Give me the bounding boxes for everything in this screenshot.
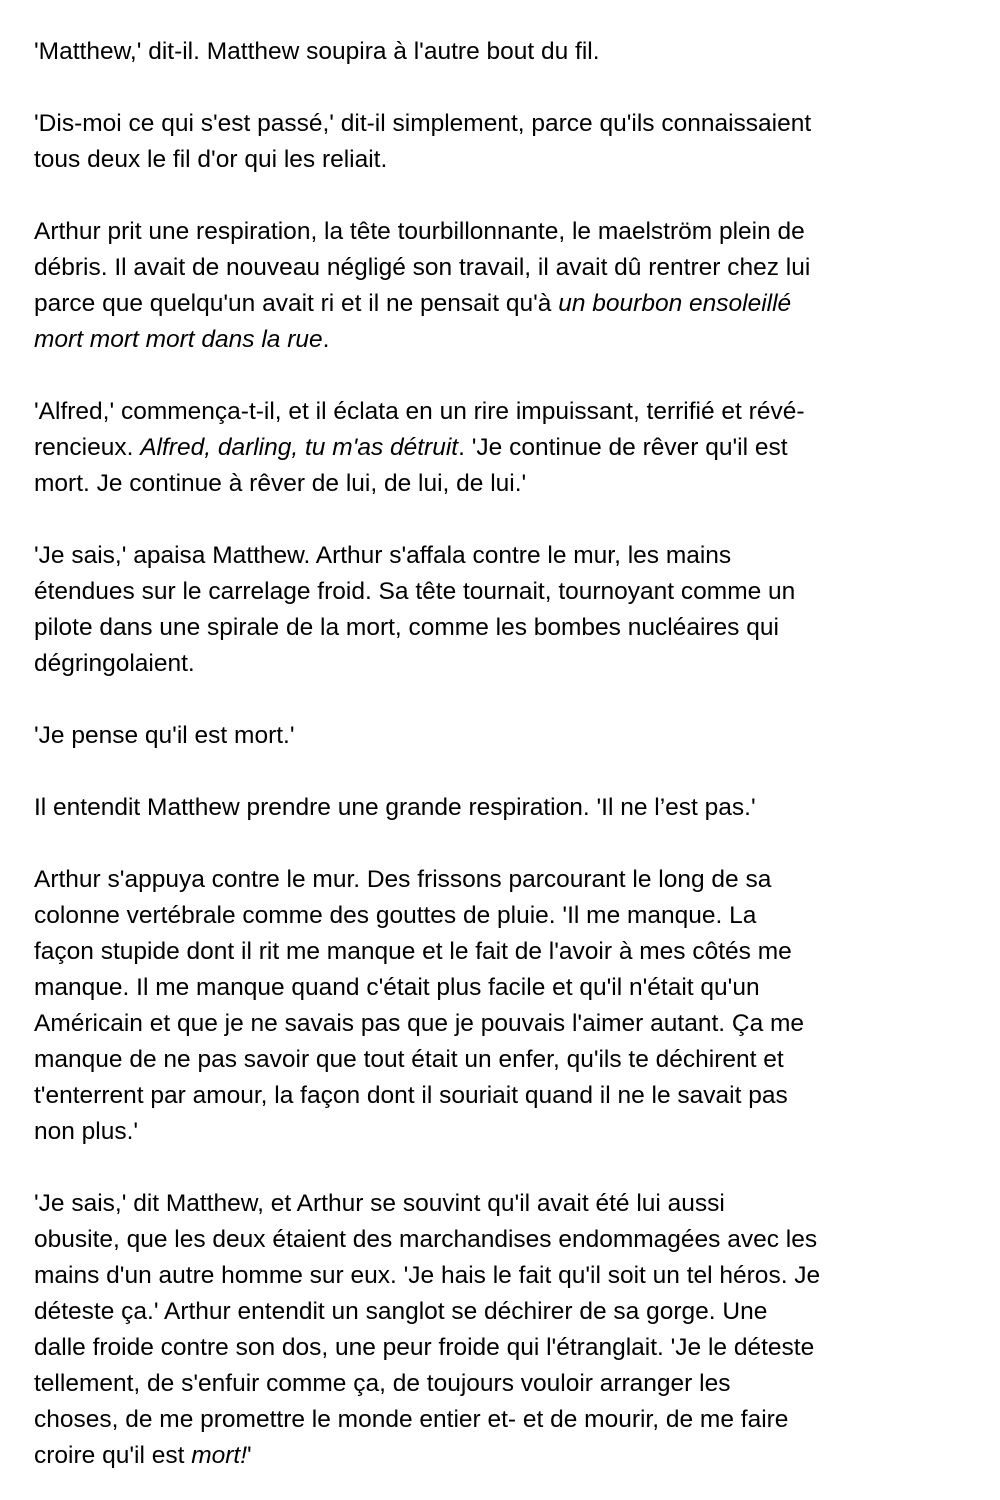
text-segment: ' — [247, 1442, 252, 1469]
paragraph — [34, 394, 979, 502]
text-segment: Arthur prit une respiration, la tête tourbillonnante, le maelström plein de — [34, 218, 805, 245]
text-line — [34, 646, 979, 682]
text-line — [34, 1294, 979, 1330]
text-line — [34, 1222, 979, 1258]
text-line — [34, 1006, 979, 1042]
text-line — [34, 1114, 979, 1150]
text-segment: colonne vertébrale comme des gouttes de pluie. 'Il me manque. La — [34, 902, 757, 929]
text-line — [34, 250, 979, 286]
text-segment: déteste ça.' Arthur entendit un sanglot se déchirer de sa gorge. Une — [34, 1298, 768, 1325]
text-line — [34, 898, 979, 934]
text-line — [34, 1186, 979, 1222]
text-segment: . — [322, 326, 330, 353]
text-line — [34, 1042, 979, 1078]
text-segment: façon stupide dont il rit me manque et le fait de l'avoir à mes côtés me — [34, 938, 792, 965]
text-line — [34, 106, 979, 142]
paragraph — [34, 538, 979, 682]
text-segment: obusite, que les deux étaient des marchandises endommagées avec les — [34, 1226, 818, 1253]
italic-text-segment: Alfred, darling, tu m'as détruit — [140, 434, 459, 461]
text-segment: 'Alfred,' commença-t-il, et il éclata en un rire impuissant, terrifié et révé- — [34, 398, 805, 425]
document-page — [34, 34, 979, 1474]
text-segment: dégringolaient. — [34, 650, 195, 677]
text-segment: manque. Il me manque quand c'était plus facile et qu'il n'était qu'un — [34, 974, 760, 1001]
text-line — [34, 1330, 979, 1366]
text-line — [34, 1438, 979, 1474]
text-segment: rencieux. — [34, 434, 141, 461]
text-segment: débris. Il avait de nouveau négligé son travail, il avait dû rentrer chez lui — [34, 254, 811, 281]
text-segment: manque de ne pas savoir que tout était un enfer, qu'ils te déchirent et — [34, 1046, 784, 1073]
paragraph — [34, 862, 979, 1150]
text-segment: mort. Je continue à rêver de lui, de lui, de lui.' — [34, 470, 527, 497]
text-line — [34, 538, 979, 574]
text-line — [34, 1258, 979, 1294]
paragraph — [34, 214, 979, 358]
text-segment: t'enterrent par amour, la façon dont il souriait quand il ne le savait pas — [34, 1082, 788, 1109]
text-segment: non plus.' — [34, 1118, 139, 1145]
text-line — [34, 1402, 979, 1438]
text-line — [34, 934, 979, 970]
text-line — [34, 142, 979, 178]
text-line — [34, 322, 979, 358]
text-line — [34, 214, 979, 250]
text-line — [34, 1366, 979, 1402]
text-segment: mains d'un autre homme sur eux. 'Je hais le fait qu'il soit un tel héros. Je — [34, 1262, 821, 1289]
text-segment: étendues sur le carrelage froid. Sa tête tournait, tournoyant comme un — [34, 578, 796, 605]
text-segment: 'Je sais,' dit Matthew, et Arthur se souvint qu'il avait été lui aussi — [34, 1190, 725, 1217]
text-line — [34, 34, 979, 70]
text-segment: pilote dans une spirale de la mort, comme les bombes nucléaires qui — [34, 614, 779, 641]
text-line — [34, 394, 979, 430]
text-segment: croire qu'il est — [34, 1442, 192, 1469]
paragraph — [34, 106, 979, 178]
text-line — [34, 862, 979, 898]
text-segment: 'Matthew,' dit-il. Matthew soupira à l'autre bout du fil. — [34, 38, 600, 65]
paragraph — [34, 790, 979, 826]
text-line — [34, 718, 979, 754]
text-segment: . 'Je continue de rêver qu'il est — [458, 434, 788, 461]
italic-text-segment: mort mort mort dans la rue — [34, 326, 323, 353]
paragraph — [34, 1186, 979, 1474]
text-segment: choses, de me promettre le monde entier et- et de mourir, de me faire — [34, 1406, 789, 1433]
text-line — [34, 970, 979, 1006]
text-segment: 'Je sais,' apaisa Matthew. Arthur s'affala contre le mur, les mains — [34, 542, 732, 569]
text-segment: tous deux le fil d'or qui les reliait. — [34, 146, 388, 173]
text-line — [34, 430, 979, 466]
paragraph — [34, 34, 979, 70]
text-segment: Il entendit Matthew prendre une grande respiration. 'Il ne l’est pas.' — [34, 794, 756, 821]
text-segment: 'Je pense qu'il est mort.' — [34, 722, 295, 749]
text-segment: Arthur s'appuya contre le mur. Des frissons parcourant le long de sa — [34, 866, 772, 893]
italic-text-segment: un bourbon ensoleillé — [558, 290, 792, 317]
text-line — [34, 466, 979, 502]
text-line — [34, 574, 979, 610]
text-line — [34, 286, 979, 322]
paragraph — [34, 718, 979, 754]
text-segment: parce que quelqu'un avait ri et il ne pensait qu'à — [34, 290, 559, 317]
text-line — [34, 790, 979, 826]
text-segment: dalle froide contre son dos, une peur froide qui l'étranglait. 'Je le déteste — [34, 1334, 815, 1361]
text-line — [34, 1078, 979, 1114]
text-segment: Américain et que je ne savais pas que je pouvais l'aimer autant. Ça me — [34, 1010, 805, 1037]
italic-text-segment: mort! — [191, 1442, 247, 1469]
text-segment: 'Dis-moi ce qui s'est passé,' dit-il simplement, parce qu'ils connaissaient — [34, 110, 812, 137]
text-line — [34, 610, 979, 646]
text-segment: tellement, de s'enfuir comme ça, de toujours vouloir arranger les — [34, 1370, 731, 1397]
